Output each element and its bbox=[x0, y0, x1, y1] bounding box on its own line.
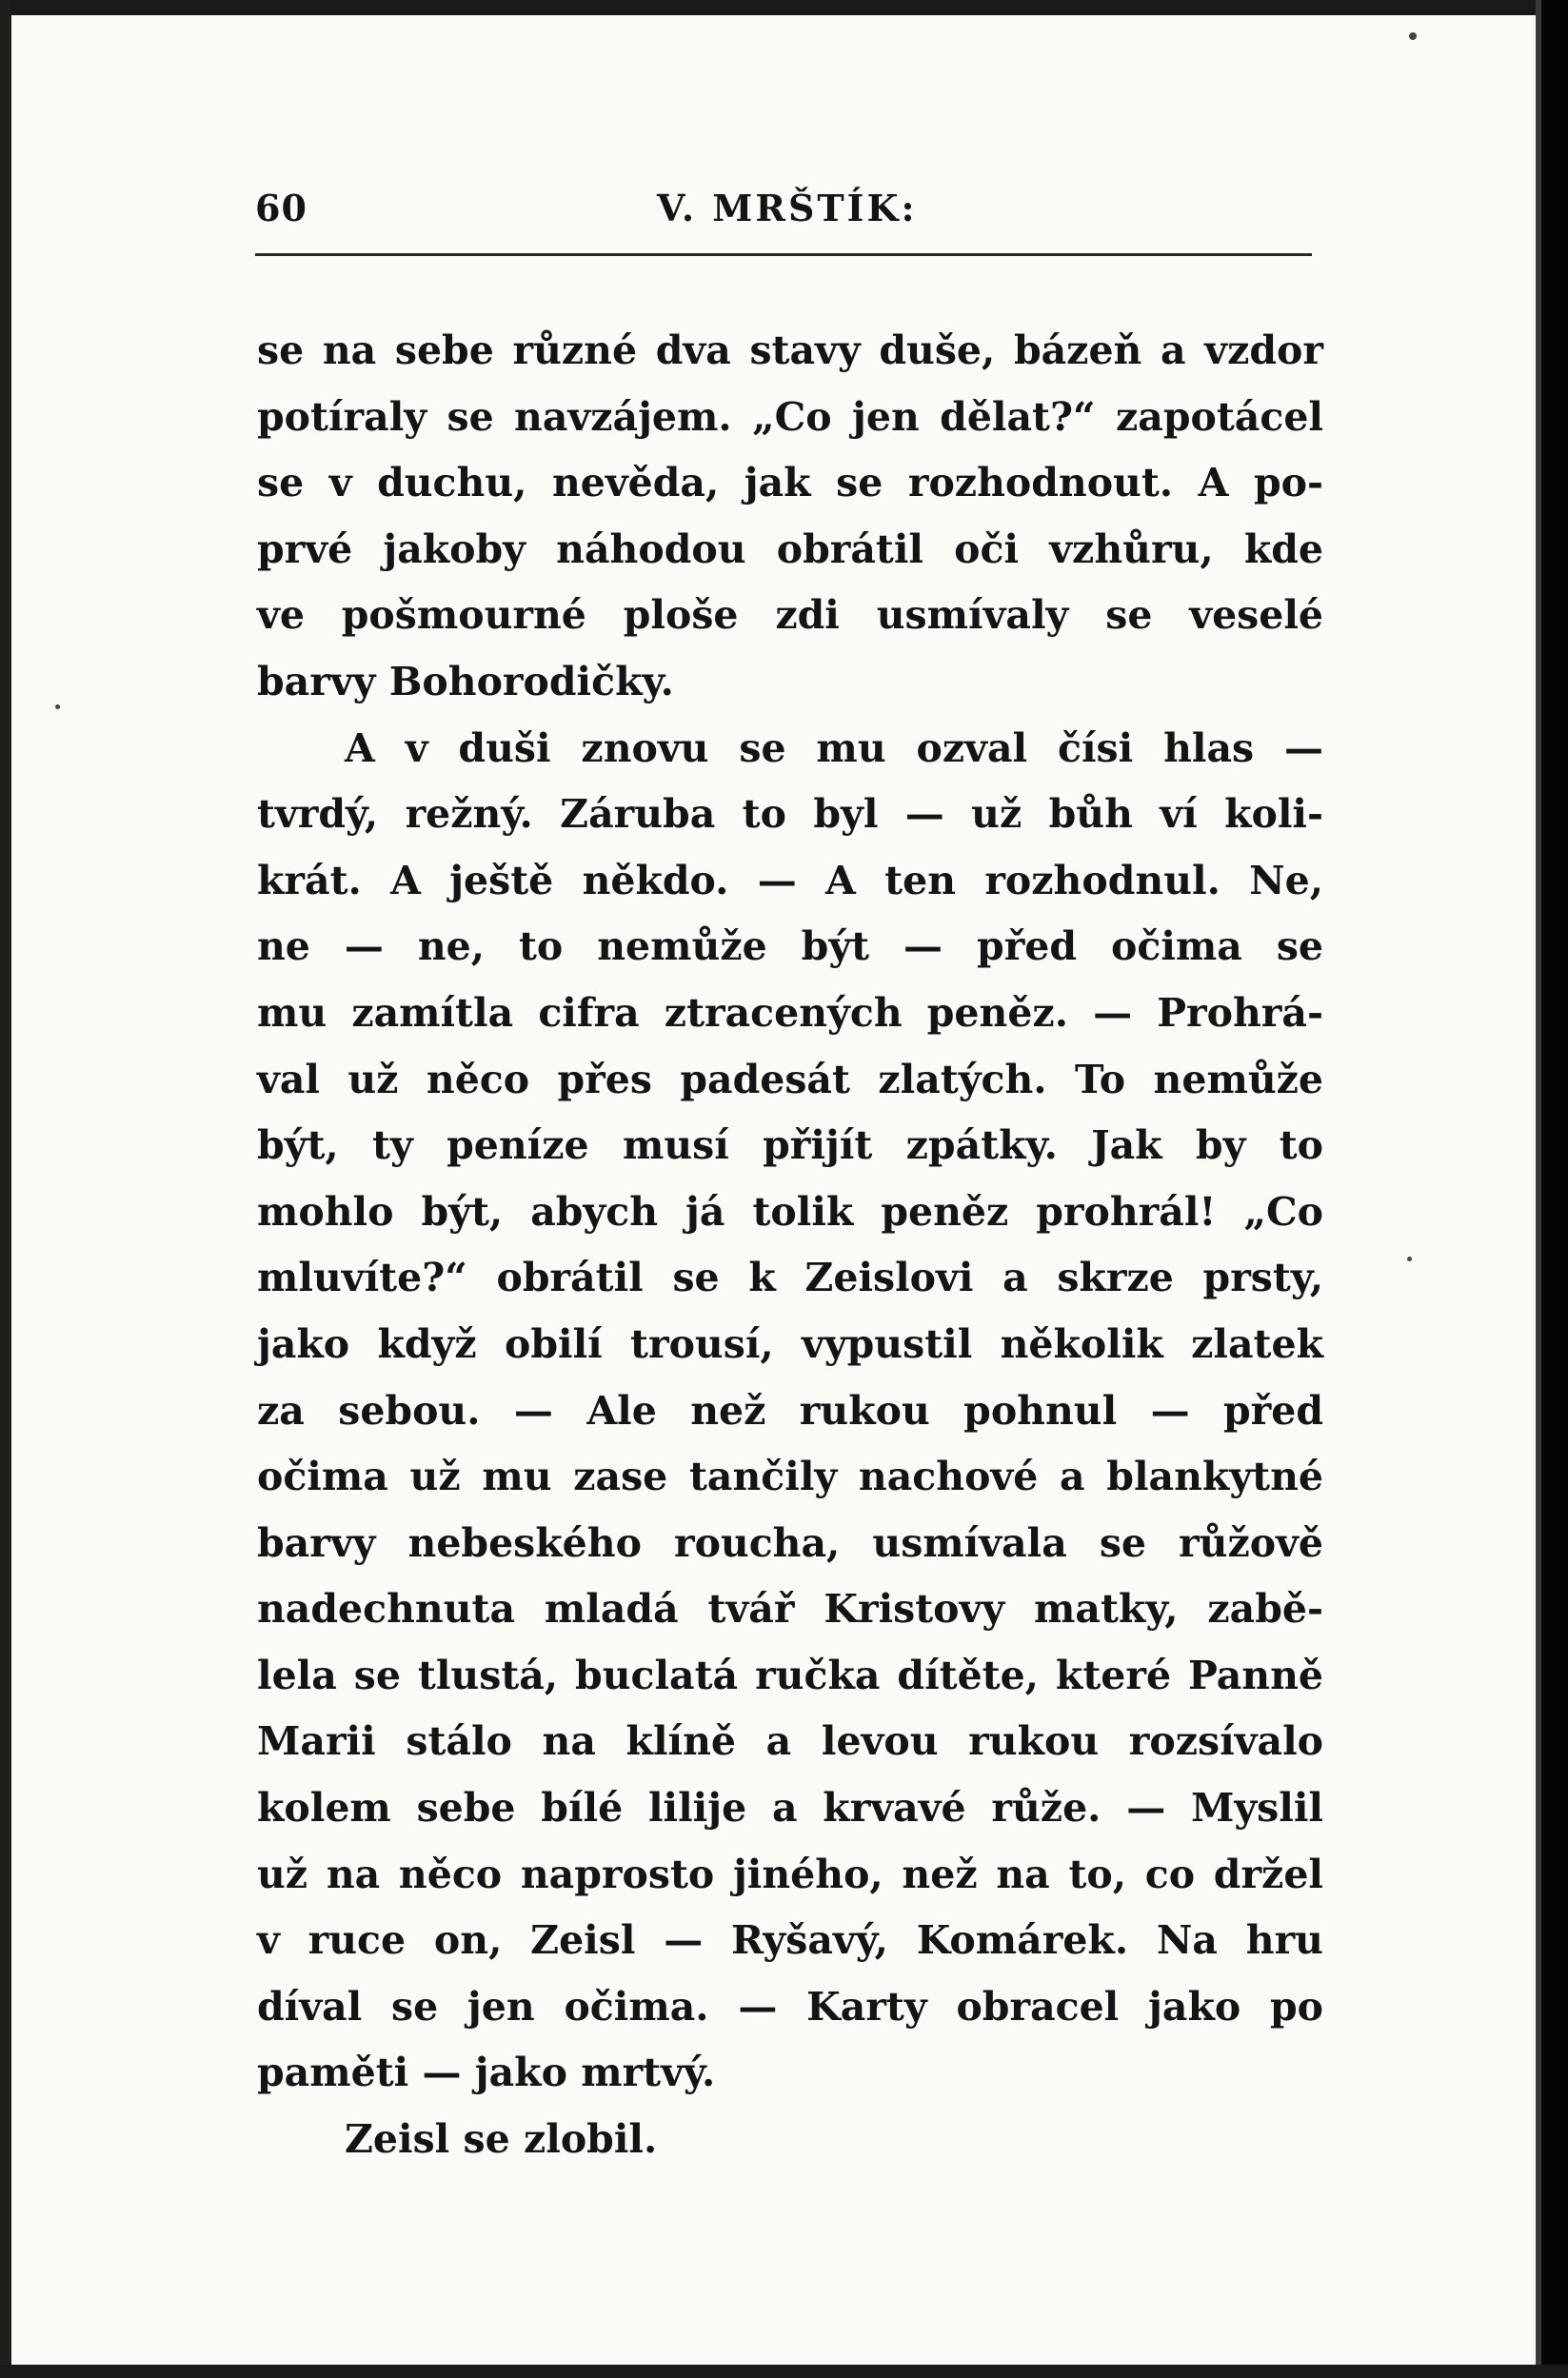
text-line: lela se tlustá, buclatá ručka dítěte, které Panně bbox=[257, 1652, 1323, 1698]
text-line: tvrdý, režný. Záruba to byl — už bůh ví koli- bbox=[257, 791, 1323, 838]
text-line: ve pošmourné ploše zdi usmívaly se veselé bbox=[257, 592, 1323, 639]
text-line: prvé jakoby náhodou obrátil oči vzhůru, kde bbox=[257, 525, 1323, 572]
text-line: Marii stálo na klíně a levou rukou rozsívalo bbox=[257, 1718, 1323, 1765]
text-line: barvy Bohorodičky. bbox=[257, 658, 674, 704]
text-line: už na něco naprosto jiného, než na to, co držel bbox=[257, 1851, 1323, 1897]
text-line: se na sebe různé dva stavy duše, bázeň a vzdor bbox=[257, 327, 1323, 373]
scan-speck bbox=[55, 704, 60, 709]
page-number: 60 bbox=[255, 187, 308, 229]
scan-speck bbox=[1409, 32, 1417, 40]
page-header bbox=[255, 187, 1312, 244]
text-line: ne — ne, to nemůže být — před očima se bbox=[257, 923, 1323, 970]
text-line: očima už mu zase tančily nachové a blankytné bbox=[257, 1454, 1323, 1500]
text-line: kolem sebe bílé lilije a krvavé růže. — Myslil bbox=[257, 1785, 1323, 1832]
text-line: Zeisl se zlobil. bbox=[345, 2116, 658, 2163]
text-line: se v duchu, nevěda, jak se rozhodnout. A po- bbox=[257, 460, 1323, 506]
body-text bbox=[257, 318, 1323, 2173]
text-line: potíraly se navzájem. „Co jen dělat?“ zapotácel bbox=[257, 393, 1323, 440]
text-line: val už něco přes padesát zlatých. To nemůže bbox=[257, 1056, 1323, 1102]
scan-speck bbox=[1407, 1257, 1412, 1261]
text-line: mohlo být, abych já tolik peněz prohrál! „Co bbox=[257, 1188, 1323, 1235]
text-line: díval se jen očima. — Karty obracel jako po bbox=[257, 1983, 1323, 2030]
text-line: nadechnuta mladá tvář Kristovy matky, zabě- bbox=[257, 1586, 1323, 1633]
text-line: jako když obilí trousí, vypustil několik zlatek bbox=[257, 1320, 1323, 1367]
text-line: za sebou. — Ale než rukou pohnul — před bbox=[257, 1387, 1323, 1434]
text-line: mluvíte?“ obrátil se k Zeislovi a skrze prsty, bbox=[257, 1255, 1323, 1301]
header-rule bbox=[255, 253, 1312, 256]
scan-edge-top bbox=[0, 0, 1568, 15]
text-line: barvy nebeského roucha, usmívala se růžově bbox=[257, 1519, 1323, 1566]
text-line: paměti — jako mrtvý. bbox=[257, 2050, 716, 2096]
text-line: krát. A ještě někdo. — A ten rozhodnul. Ne, bbox=[257, 857, 1323, 903]
scan-edge-left bbox=[0, 0, 11, 2378]
text-line: v ruce on, Zeisl — Ryšavý, Komárek. Na hru bbox=[257, 1917, 1323, 1964]
text-line: A v duši znovu se mu ozval čísi hlas — bbox=[345, 724, 1323, 771]
scan-edge-bottom bbox=[0, 2365, 1568, 2378]
running-head: V. MRŠTÍK: bbox=[657, 187, 918, 229]
scan-edge-right bbox=[1541, 0, 1568, 2378]
text-line: být, ty peníze musí přijít zpátky. Jak by to bbox=[257, 1122, 1323, 1169]
text-line: mu zamítla cifra ztracených peněz. — Prohrá- bbox=[257, 989, 1323, 1036]
